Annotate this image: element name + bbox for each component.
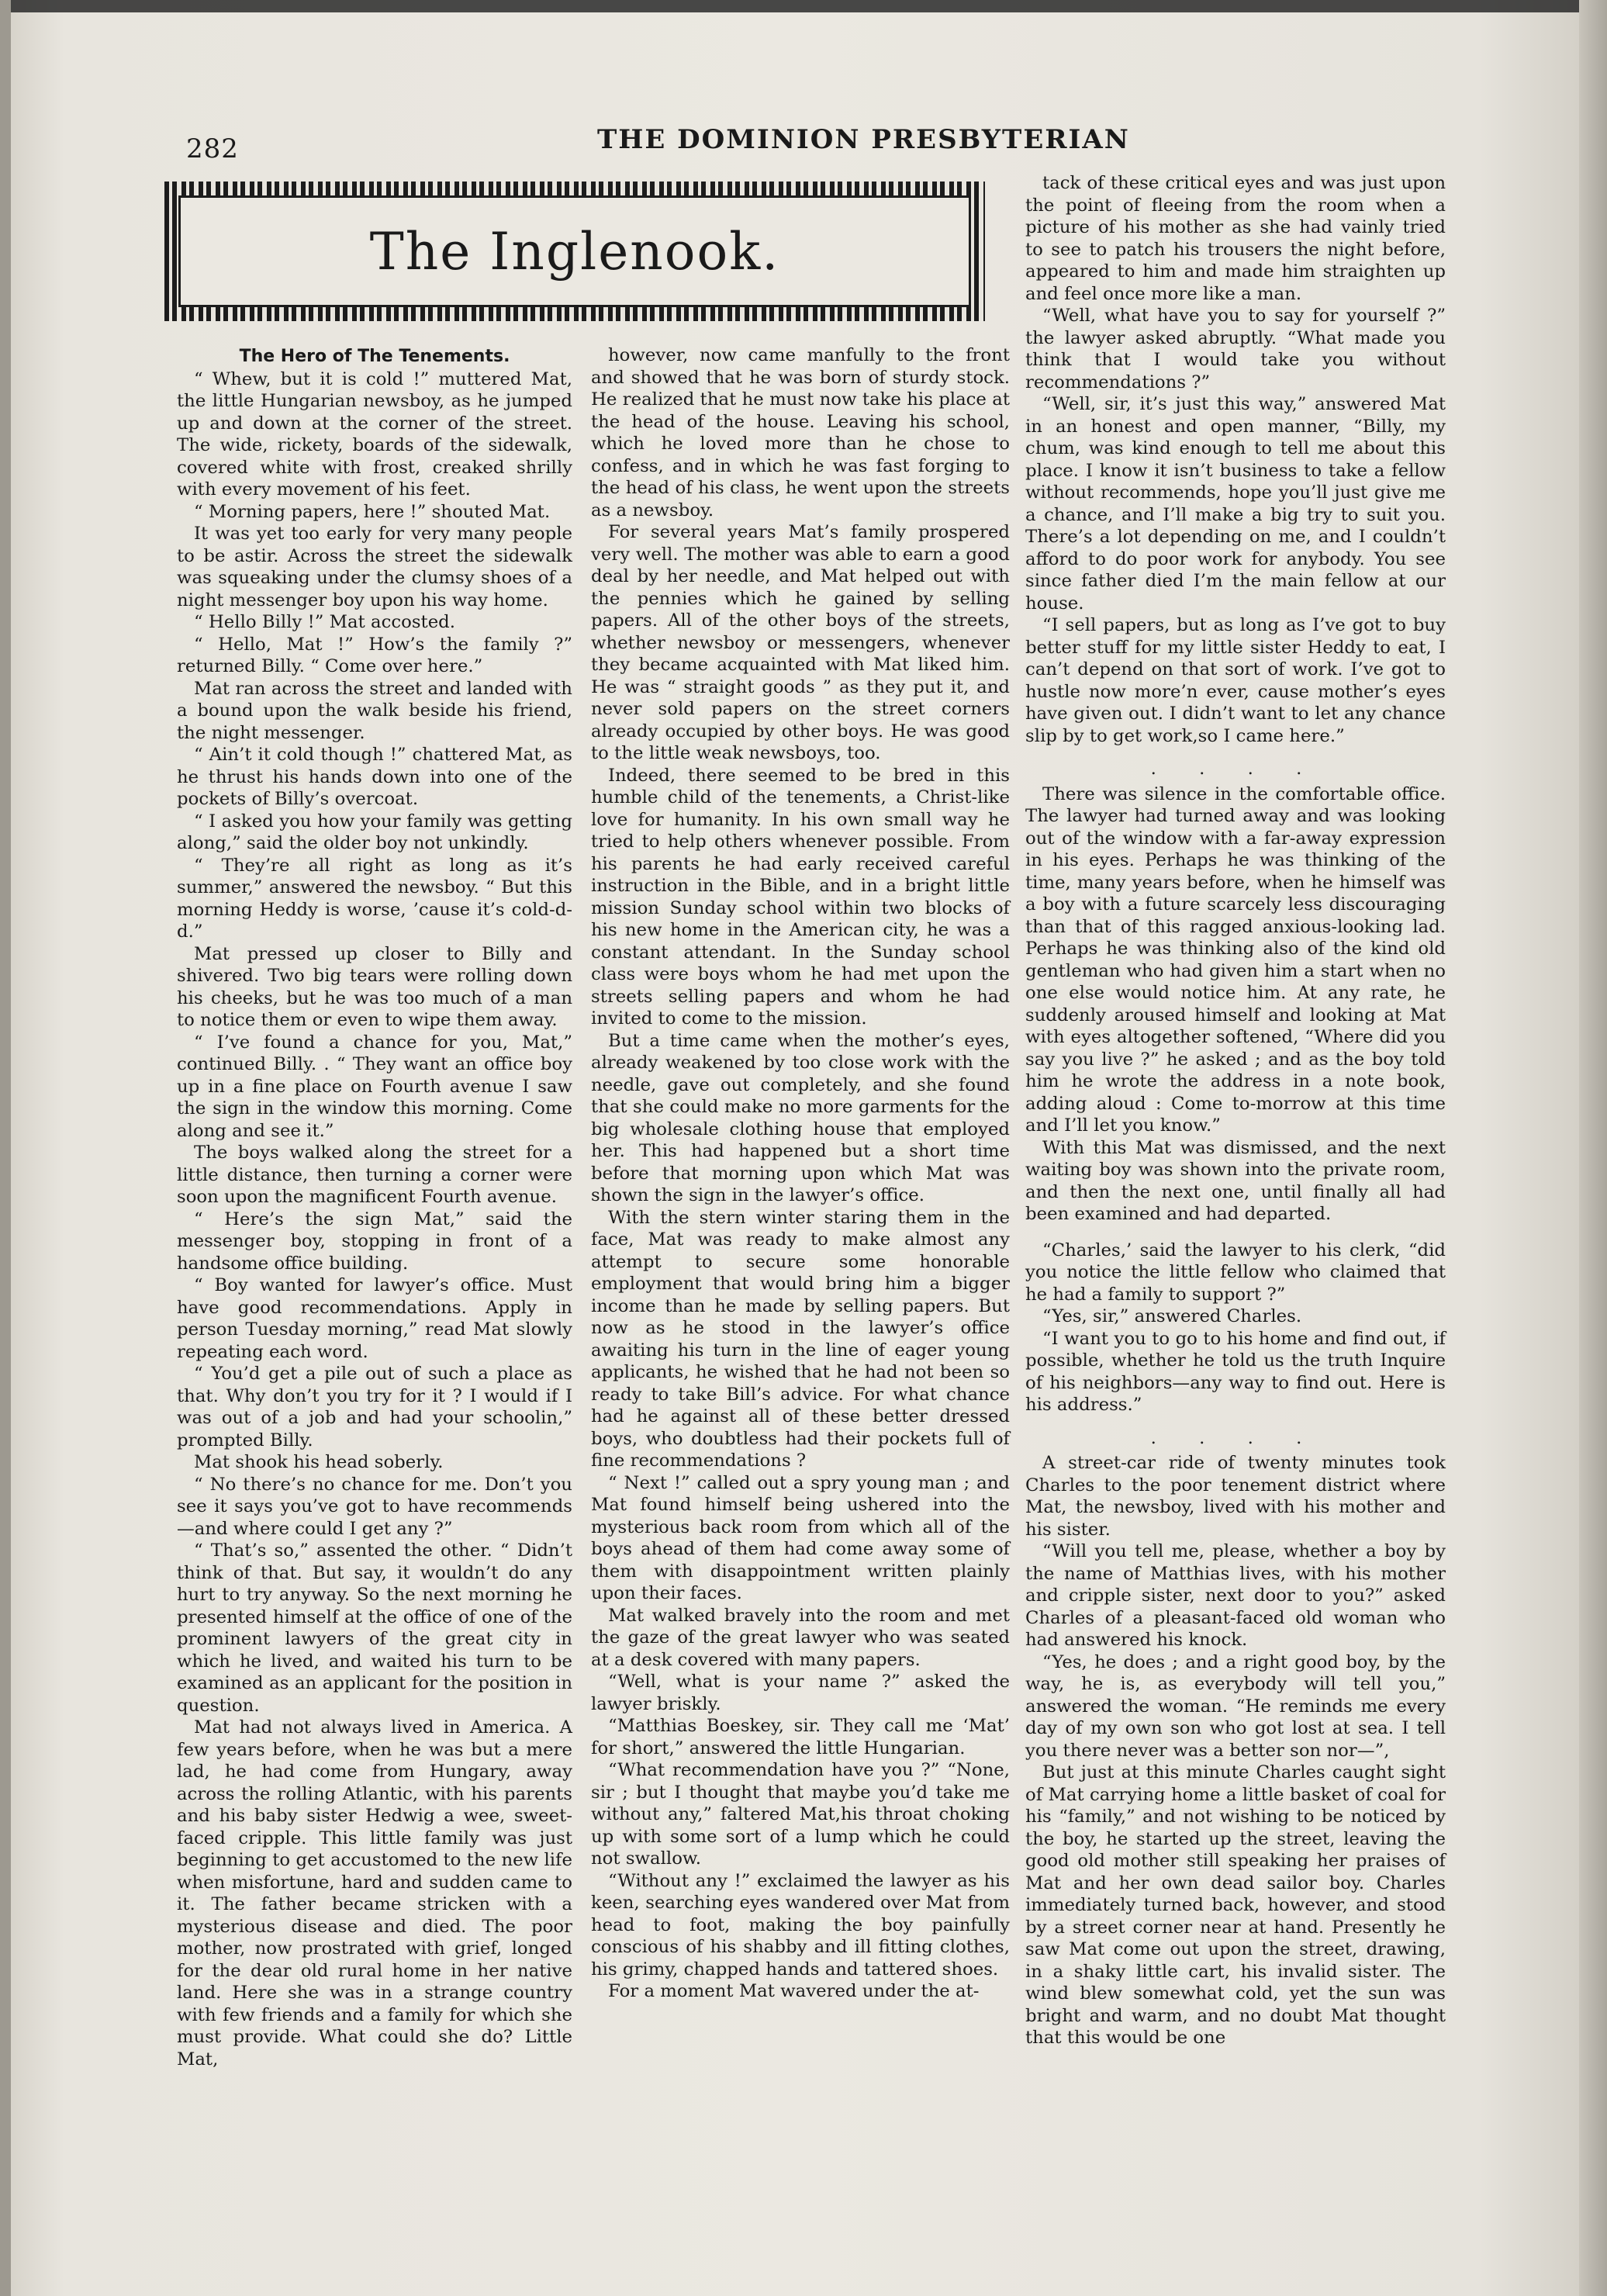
story-paragraph: “ I asked you how your family was getting along,” said the older boy not unkindly. bbox=[177, 811, 572, 853]
story-paragraph: “What recommendation have you ?” “None, sir ; but I thought that maybe you’d take me without any,” faltered Mat,his throat choking up with some sort of a lump which he could not swallow. bbox=[591, 1760, 1010, 1869]
column-1-body bbox=[177, 368, 572, 2071]
story-paragraph: “ Hello, Mat !” How’s the family ?” returned Billy. “ Come over here.” bbox=[177, 634, 572, 676]
story-paragraph: tack of these critical eyes and was just upon the point of fleeing from the room when a picture of his mother as she had vainly tried to see to patch his trousers the night before, appeared to him and made him straighten up and feel once more like a man. bbox=[1025, 173, 1446, 304]
column-3 bbox=[1025, 172, 1446, 2049]
story-paragraph: “ I’ve found a chance for you, Mat,” continued Billy. . “ They want an office boy up in a fine place on Fourth avenue I saw the sign in the window this morning. Come along and see it.” bbox=[177, 1032, 572, 1141]
story-paragraph: For a moment Mat wavered under the at- bbox=[608, 1981, 980, 2001]
story-title: The Hero of The Tenements. bbox=[239, 347, 510, 366]
column-1 bbox=[177, 346, 572, 2070]
story-paragraph: There was silence in the comfortable office. The lawyer had turned away and was looking out of the window with a far-away expression in his eyes. Perhaps he was thinking of the time, many years before, when he himself was a boy with a future scarcely less discouraging than that of this ragged anxious-looking lad. Perhaps he was thinking also of the kind old gentleman who had given him a start when no one else would notice him. At any rate, he suddenly aroused himself and looking at Mat with eyes altogether softened, “Where did you say you live ?” he asked ; and as the boy told him he wrote the address in a note book, adding aloud : Come to-morrow at this time and I’ll let you know.” bbox=[1025, 783, 1446, 1136]
story-paragraph: Mat shook his head soberly. bbox=[194, 1452, 444, 1472]
story-paragraph: “ Whew, but it is cold !” muttered Mat, the little Hungarian newsboy, as he jumped up and down at the corner of the street. The wide, rickety, boards of the sidewalk, covered white with frost, creaked shrilly with every movement of his feet. bbox=[177, 368, 572, 500]
story-paragraph: “Well, what is your name ?” asked the lawyer briskly. bbox=[591, 1672, 1010, 1714]
story-paragraph: “Charles,’ said the lawyer to his clerk, “did you notice the little fellow who claimed that he had a family to support ?” bbox=[1025, 1240, 1446, 1305]
column-3-part-d bbox=[1025, 1452, 1446, 2049]
story-paragraph: “ No there’s no chance for me. Don’t you see it says you’ve got to have recommends—and where could I get any ?” bbox=[177, 1474, 572, 1539]
story-paragraph: “ They’re all right as long as it’s summer,” answered the newsboy. “ But this morning Heddy is worse, ’cause it’s cold-d-d.” bbox=[177, 855, 572, 942]
story-paragraph: Mat had not always lived in America. A few years before, when he was but a mere lad, he had come from Hungary, away across the rolling Atlantic, with his parents and his baby sister Hedwig a wee, sweet-faced cripple. This little family was just beginning to get accustomed to the new life when misfortune, hard and sudden came to it. The father became stricken with a mysterious disease and died. The poor mother, now prostrated with grief, longed for the dear old rural home in her native land. Here she was in a strange country with few friends and a family for which she must provide. What could she do? Little Mat, bbox=[177, 1717, 572, 2070]
story-paragraph: “ Next !” called out a spry young man ; and Mat found himself being ushered into the mysterious back room from which all of the boys ahead of them had come away some of them with disappointment written plainly upon their faces. bbox=[591, 1472, 1010, 1603]
story-paragraph: “ That’s so,” assented the other. “ Didn’t think of that. But say, it wouldn’t do any hurt to try anyway. So the next morning he presented himself at the office of one of the prominent lawyers of the great city in which he lived, and waited his turn to be examined as an applicant for the position in question. bbox=[177, 1540, 572, 1716]
story-paragraph: “I want you to go to his home and find out, if possible, whether he told us the truth Inquire of his neighbors—any way to find out. Here is his address.” bbox=[1025, 1328, 1446, 1415]
story-paragraph: “ Here’s the sign Mat,” said the messenger boy, stopping in front of a handsome office building. bbox=[177, 1209, 572, 1274]
story-paragraph: For several years Mat’s family prospered very well. The mother was able to earn a good deal by her needle, and Mat helped out with the pennies which he gained by selling papers. All of the other boys of the streets, whether newsboy or messengers, whenever they became acquainted with Mat liked him. He was “ straight goods ” as they put it, and never sold papers on the street corners already occupied by other boys. He was good to the little weak newsboys, too. bbox=[591, 522, 1010, 763]
publication-title: THE DOMINION PRESBYTERIAN bbox=[597, 124, 1130, 155]
scan-top-edge bbox=[0, 0, 1607, 12]
story-paragraph: “Well, what have you to say for yourself ?” the lawyer asked abruptly. “What made you think that I would take you without recommendations ?” bbox=[1025, 306, 1446, 392]
banner-inner bbox=[178, 195, 971, 307]
story-paragraph: “Will you tell me, please, whether a boy by the name of Matthias lives, with his mother and cripple sister, next door to you?” asked Charles of a pleasant-faced old woman who had answered his knock. bbox=[1025, 1541, 1446, 1650]
story-paragraph: “ Morning papers, here !” shouted Mat. bbox=[194, 501, 551, 522]
story-paragraph: “Yes, sir,” answered Charles. bbox=[1042, 1306, 1302, 1326]
story-paragraph: The boys walked along the street for a little distance, then turning a corner were soon upon the magnificent Fourth avenue. bbox=[177, 1143, 572, 1207]
page-number: 282 bbox=[186, 133, 239, 164]
story-paragraph: “I sell papers, but as long as I’ve got to buy better stuff for my little sister Heddy to eat, I can’t depend on that sort of work. I’ve got to hustle now more’n ever, cause mother’s eyes have given out. I didn’t want to let any chance slip by to get work,so I came here.” bbox=[1025, 615, 1446, 746]
story-paragraph: A street-car ride of twenty minutes took Charles to the poor tenement district where Mat, the newsboy, lived with his mother and his sister. bbox=[1025, 1453, 1446, 1540]
story-paragraph: With this Mat was dismissed, and the next waiting boy was shown into the private room, and then the next one, until finally all had been examined and had departed. bbox=[1025, 1137, 1446, 1224]
column-3-part-c bbox=[1025, 1240, 1446, 1416]
story-paragraph: Indeed, there seemed to be bred in this humble child of the tenements, a Christ-like love for humanity. In his own small way he tried to help others whenever possible. From his parents he had early received careful instruction in the Bible, and in a bright little mission Sunday school within two blocks of his new home in the American city, he was a constant attendant. In the Sunday school class were boys whom he had met upon the streets selling papers and whom he had invited to come to the mission. bbox=[591, 765, 1010, 1029]
section-banner bbox=[164, 182, 985, 321]
story-paragraph: “Without any !” exclaimed the lawyer as his keen, searching eyes wandered over Mat from head to foot, making the boy painfully conscious of his shabby and ill fitting clothes, his grimy, chapped hands and tattered shoes. bbox=[591, 1870, 1010, 1980]
story-paragraph: Mat ran across the street and landed with a bound upon the walk beside his friend, the night messenger. bbox=[177, 678, 572, 743]
column-2-body bbox=[591, 344, 1010, 2003]
story-paragraph: Mat walked bravely into the room and met the gaze of the great lawyer who was seated at a desk covered with many papers. bbox=[591, 1605, 1010, 1670]
story-paragraph: “ Ain’t it cold though !” chattered Mat, as he thrust his hands down into one of the pockets of Billy’s overcoat. bbox=[177, 745, 572, 809]
story-paragraph: “ You’d get a pile out of such a place as that. Why don’t you try for it ? I would if I was out of a job and had your schoolin,” prompted Billy. bbox=[177, 1364, 572, 1451]
story-paragraph: however, now came manfully to the front and showed that he was born of sturdy stock. He realized that he must now take his place at the head of the house. Leaving his school, which he loved more than he chose to confess, and in which he was fast forging to the head of his class, he went upon the streets as a newsboy. bbox=[591, 345, 1010, 520]
story-paragraph: With the stern winter staring them in the face, Mat was ready to make almost any attempt to secure some honorable employment that would bring him a bigger income than he made by selling papers. But now as he stood in the lawyer’s office awaiting his turn in the line of eager young applicants, he wished that he had not been so ready to take Bill’s advice. For what chance had he against all of these better dressed boys, who doubtless had their pockets full of fine recommendations ? bbox=[591, 1207, 1010, 1471]
story-paragraph: But just at this minute Charles caught sight of Mat carrying home a little basket of coal for his “family,” and not wishing to be noticed by the boy, he started up the street, leaving the good old mother still speaking her praises of Mat and her own dead sailor boy. Charles immediately turned back, however, and stood by a street corner near at hand. Presently he saw Mat come out upon the street, drawing, in a shaky little cart, his invalid sister. The wind blew somewhat cold, yet the sun was bright and warm, and no doubt Mat thought that this would be one bbox=[1025, 1762, 1446, 2048]
scan-right-edge bbox=[1579, 0, 1607, 2296]
story-paragraph: Mat pressed up closer to Billy and shivered. Two big tears were rolling down his cheeks, but he was too much of a man to notice them or even to wipe them away. bbox=[177, 943, 572, 1030]
story-paragraph: But a time came when the mother’s eyes, already weakened by too close work with the needle, gave out completely, and she found that she could make no more garments for the big wholesale clothing house that employed her. This had happened but a short time before that morning upon which Mat was shown the sign in the lawyer’s office. bbox=[591, 1030, 1010, 1205]
story-paragraph: “Well, sir, it’s just this way,” answered Mat in an honest and open manner, “Billy, my chum, was kind enough to tell me about this place. I know it isn’t business to take a fellow without recommends, hope you’ll just give me a chance, and I’ll make a big try to suit you. There’s a lot depending on me, and I couldn’t afford to do poor work for anybody. You see since father died I’m the main fellow at our house. bbox=[1025, 394, 1446, 614]
column-3-part-b bbox=[1025, 783, 1446, 1226]
column-2 bbox=[591, 344, 1010, 2003]
story-paragraph: “Yes, he does ; and a right good boy, by the way, he is, as everybody will tell you,” answered the woman. “He reminds me every day of my own son who got lost at sea. I tell you there never was a better son nor—”, bbox=[1025, 1651, 1446, 1761]
story-paragraph: “ Boy wanted for lawyer’s office. Must have good recommendations. Apply in person Tuesday morning,” read Mat slowly repeating each word. bbox=[177, 1275, 572, 1362]
story-paragraph: “Matthias Boeskey, sir. They call me ‘Mat’ for short,” answered the little Hungarian. bbox=[591, 1716, 1010, 1758]
scan-left-edge bbox=[0, 0, 11, 2296]
section-separator: . . . . bbox=[1150, 1427, 1321, 1448]
paragraph-gap bbox=[1025, 1226, 1446, 1240]
column-3-part-a bbox=[1025, 172, 1446, 747]
story-paragraph: It was yet too early for very many people to be astir. Across the street the sidewalk was squeaking under the clumsy shoes of a night messenger boy upon his way home. bbox=[177, 524, 572, 610]
story-paragraph: “ Hello Billy !” Mat accosted. bbox=[194, 612, 456, 632]
section-separator: . . . . bbox=[1150, 759, 1321, 779]
section-title: The Inglenook. bbox=[369, 221, 780, 282]
